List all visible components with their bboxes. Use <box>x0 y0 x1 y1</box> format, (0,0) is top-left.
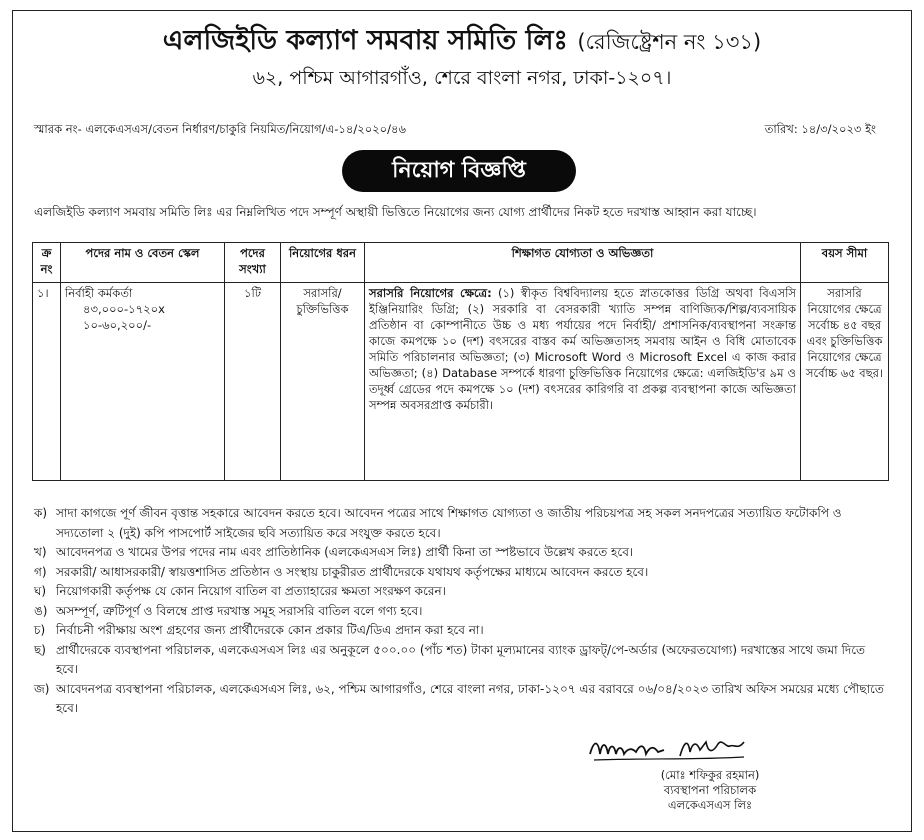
table-row <box>33 283 889 481</box>
signatory-org: এলকেএসএস লিঃ <box>667 798 753 812</box>
list-item <box>34 543 886 563</box>
term-marker: ছ) <box>34 642 46 657</box>
term-marker: চ) <box>34 623 46 637</box>
term-text: নির্বাচনী পরীক্ষায় অংশ গ্রহণের জন্য প্রার্থীদেরকে কোন প্রকার টিএ/ডিএ প্রদান করা হবে না। <box>56 623 484 637</box>
term-marker: ক) <box>34 506 48 520</box>
term-text: সরকারী/ আধাসরকারী/ স্বায়ত্তশাসিত প্রতিষ্ঠান ও সংস্থায় চাকুরীরত প্রার্থীদেরকে যথাযথ কর্তৃপক্ষের মাধ্যমে আবেদন করতে হবে। <box>56 564 649 579</box>
list-item <box>34 641 886 680</box>
term-text: সাদা কাগজে পূর্ণ জীবন বৃত্তান্ত সহকারে আবেদন করতে হবে। আবেদন পত্রের সাথে শিক্ষাগত যোগ্যতা ও জাতীয় পরিচয়পত্র সহ সকল সনদপত্রের সত্যায়িত ফটোকপি ও সদ্যতোলা ২ (দুই) কপি পাসপোর্ট সাইজের ছবি সত্যায়িত করে সংযুক্ত করতে হবে। <box>56 506 842 540</box>
terms-list <box>34 504 886 719</box>
notice-title: নিয়োগ বিজ্ঞপ্তি <box>342 150 576 192</box>
cell-qualification <box>365 283 801 481</box>
cell-post-count: ১টি <box>225 283 281 481</box>
list-item <box>34 563 886 583</box>
vacancy-table <box>32 242 889 481</box>
list-item <box>34 504 886 543</box>
registration-number: (রেজিষ্ট্রেশন নং ১৩১) <box>577 30 762 54</box>
list-item <box>34 680 886 719</box>
post-name: নির্বাহী কর্মকর্তা <box>65 286 133 300</box>
cell-appointment-type: সরাসরি/ চুক্তিভিত্তিক <box>281 283 365 481</box>
cell-age-limit: সরাসরি নিয়োগের ক্ষেত্রে সর্বোচ্চ ৪৫ বছর এবং চুক্তিভিত্তিক নিয়োগের ক্ষেত্রে সর্বোচ্চ ৬৫ বছর। <box>801 283 889 481</box>
org-title <box>0 20 924 65</box>
header-post-name: পদের নাম ও বেতন স্কেল <box>61 243 225 283</box>
term-text: প্রার্থীদেরকে ব্যবস্থাপনা পরিচালক, এলকেএসএস লিঃ এর অনুকূলে ৫০০.০০ (পাঁচ শত) টাকা মূল্যমানের ব্যাংক ড্রাফট্/পে-অর্ডার (অফেরতযোগ্য) দরখাস্তের সাথে জমা দিতে হবে। <box>56 642 866 676</box>
memo-number: স্মারক নং- এলকেএসএস/বেতন নির্ধারণ/চাকুরি নিয়মিত/নিয়োগ/এ-১৪/২০২০/৪৬ <box>34 122 406 136</box>
term-marker: ঘ) <box>34 584 47 598</box>
handwritten-signature <box>584 730 754 768</box>
cell-serial: ১। <box>33 283 61 481</box>
term-marker: জ) <box>34 681 50 696</box>
list-item <box>34 621 886 641</box>
signatory-name: (মোঃ শফিকুর রহমান) <box>660 768 760 782</box>
term-text: অসম্পূর্ণ, ত্রুটিপূর্ণ ও বিলম্বে প্রাপ্ত দরখাস্ত সমূহ সরাসরি বাতিল বলে গণ্য হবে। <box>56 603 423 618</box>
header-appointment-type: নিয়োগের ধরন <box>281 243 365 283</box>
intro-paragraph: এলজিইডি কল্যাণ সমবায় সমিতি লিঃ এর নিম্নলিখিত পদে সম্পূর্ণ অস্থায়ী ভিত্তিতে নিয়োগের জন্য যোগ্য প্রার্থীদের নিকট হতে দরখাস্ত আহ্বান করা যাচ্ছে। <box>34 205 757 219</box>
org-name: এলজিইডি কল্যাণ সমবায় সমিতি লিঃ <box>162 25 568 56</box>
term-text: আবেদনপত্র ব্যবস্থাপনা পরিচালক, এলকেএসএস লিঃ, ৬২, পশ্চিম আগারগাঁও, শেরে বাংলা নগর, ঢাকা-১২০৭ এর বরাবরে ০৬/০৪/২০২৩ তারিখ অফিস সময়ের মধ্যে পৌছাতে হবে। <box>56 681 884 715</box>
list-item <box>34 602 886 622</box>
pay-scale: ৪৩,০০০-১৭২০x ১০-৬০,২০০/- <box>83 302 165 332</box>
term-text: নিয়োগকারী কর্তৃপক্ষ যে কোন নিয়োগ বাতিল বা প্রত্যাহারের ক্ষমতা সংরক্ষণ করেন। <box>56 584 446 598</box>
org-address: ৬২, পশ্চিম আগারগাঁও, শেরে বাংলা নগর, ঢাকা-১২০৭। <box>252 67 672 89</box>
signatory-designation: ব্যবস্থাপনা পরিচালক <box>663 783 757 797</box>
cell-post-name <box>61 283 225 481</box>
header-serial: ক্র নং <box>33 243 61 283</box>
term-marker: গ) <box>34 564 47 579</box>
term-marker: ঙ) <box>34 603 48 618</box>
signatory-block <box>620 768 800 813</box>
header-age-limit: বয়স সীমা <box>801 243 889 283</box>
header-post-count: পদের সংখ্যা <box>225 243 281 283</box>
header-qualification: শিক্ষাগত যোগ্যতা ও অভিজ্ঞতা <box>365 243 801 283</box>
qualification-lead: সরাসরি নিয়োগের ক্ষেত্রে: <box>369 286 492 300</box>
term-marker: খ) <box>34 545 47 559</box>
qualification-text: (১) স্বীকৃত বিশ্ববিদ্যালয় হতে স্নাতকোত্তর ডিগ্রি অথবা বিএসসি ইঞ্জিনিয়ারিং ডিগ্রি; (২) সরকারি বা বেসরকারী খ্যাতি সম্পন্ন বাণিজ্যিক/শিল্প/ব্যবসায়িক প্রতিষ্ঠান বা কোম্পানীতে উচ্চ ও মধ্য পর্যায়ের পদে নির্বাহী/ প্রশাসনিক/ব্যবস্থাপনা সংক্রান্ত কাজে কমপক্ষে ১০ (দশ) বৎসরের বাস্তব কর্ম অভিজ্ঞতাসহ সমবায় আইন ও বিধি মোতাবেক সমিতি পরিচালনার অভিজ্ঞতা; (৩) Microsoft Word ও Microsoft Excel এ কাজ করার অভিজ্ঞতা; (৪) Database সম্পর্কে ধারণা চুক্তিভিত্তিক নিয়োগের ক্ষেত্রে: এলজিইডি'র ৯ম ও তদূর্ধ্ব গ্রেডের পদে কমপক্ষে ১০ (দশ) বৎসরের কারিগরি বা প্রকল্প ব্যবস্থাপনা কাজে অভিজ্ঞতা সম্পন্ন অবসরপ্রাপ্ত কর্মচারী। <box>369 286 797 412</box>
list-item <box>34 582 886 602</box>
term-text: আবেদনপত্র ও খামের উপর পদের নাম এবং প্রাতিষ্ঠানিক (এলকেএসএস লিঃ) প্রার্থী কিনা তা স্পষ্টভাবে উল্লেখ করতে হবে। <box>56 545 634 559</box>
notice-date: তারিখ: ১৪/৩/২০২৩ ইং <box>764 122 876 136</box>
table-header-row <box>33 243 889 283</box>
